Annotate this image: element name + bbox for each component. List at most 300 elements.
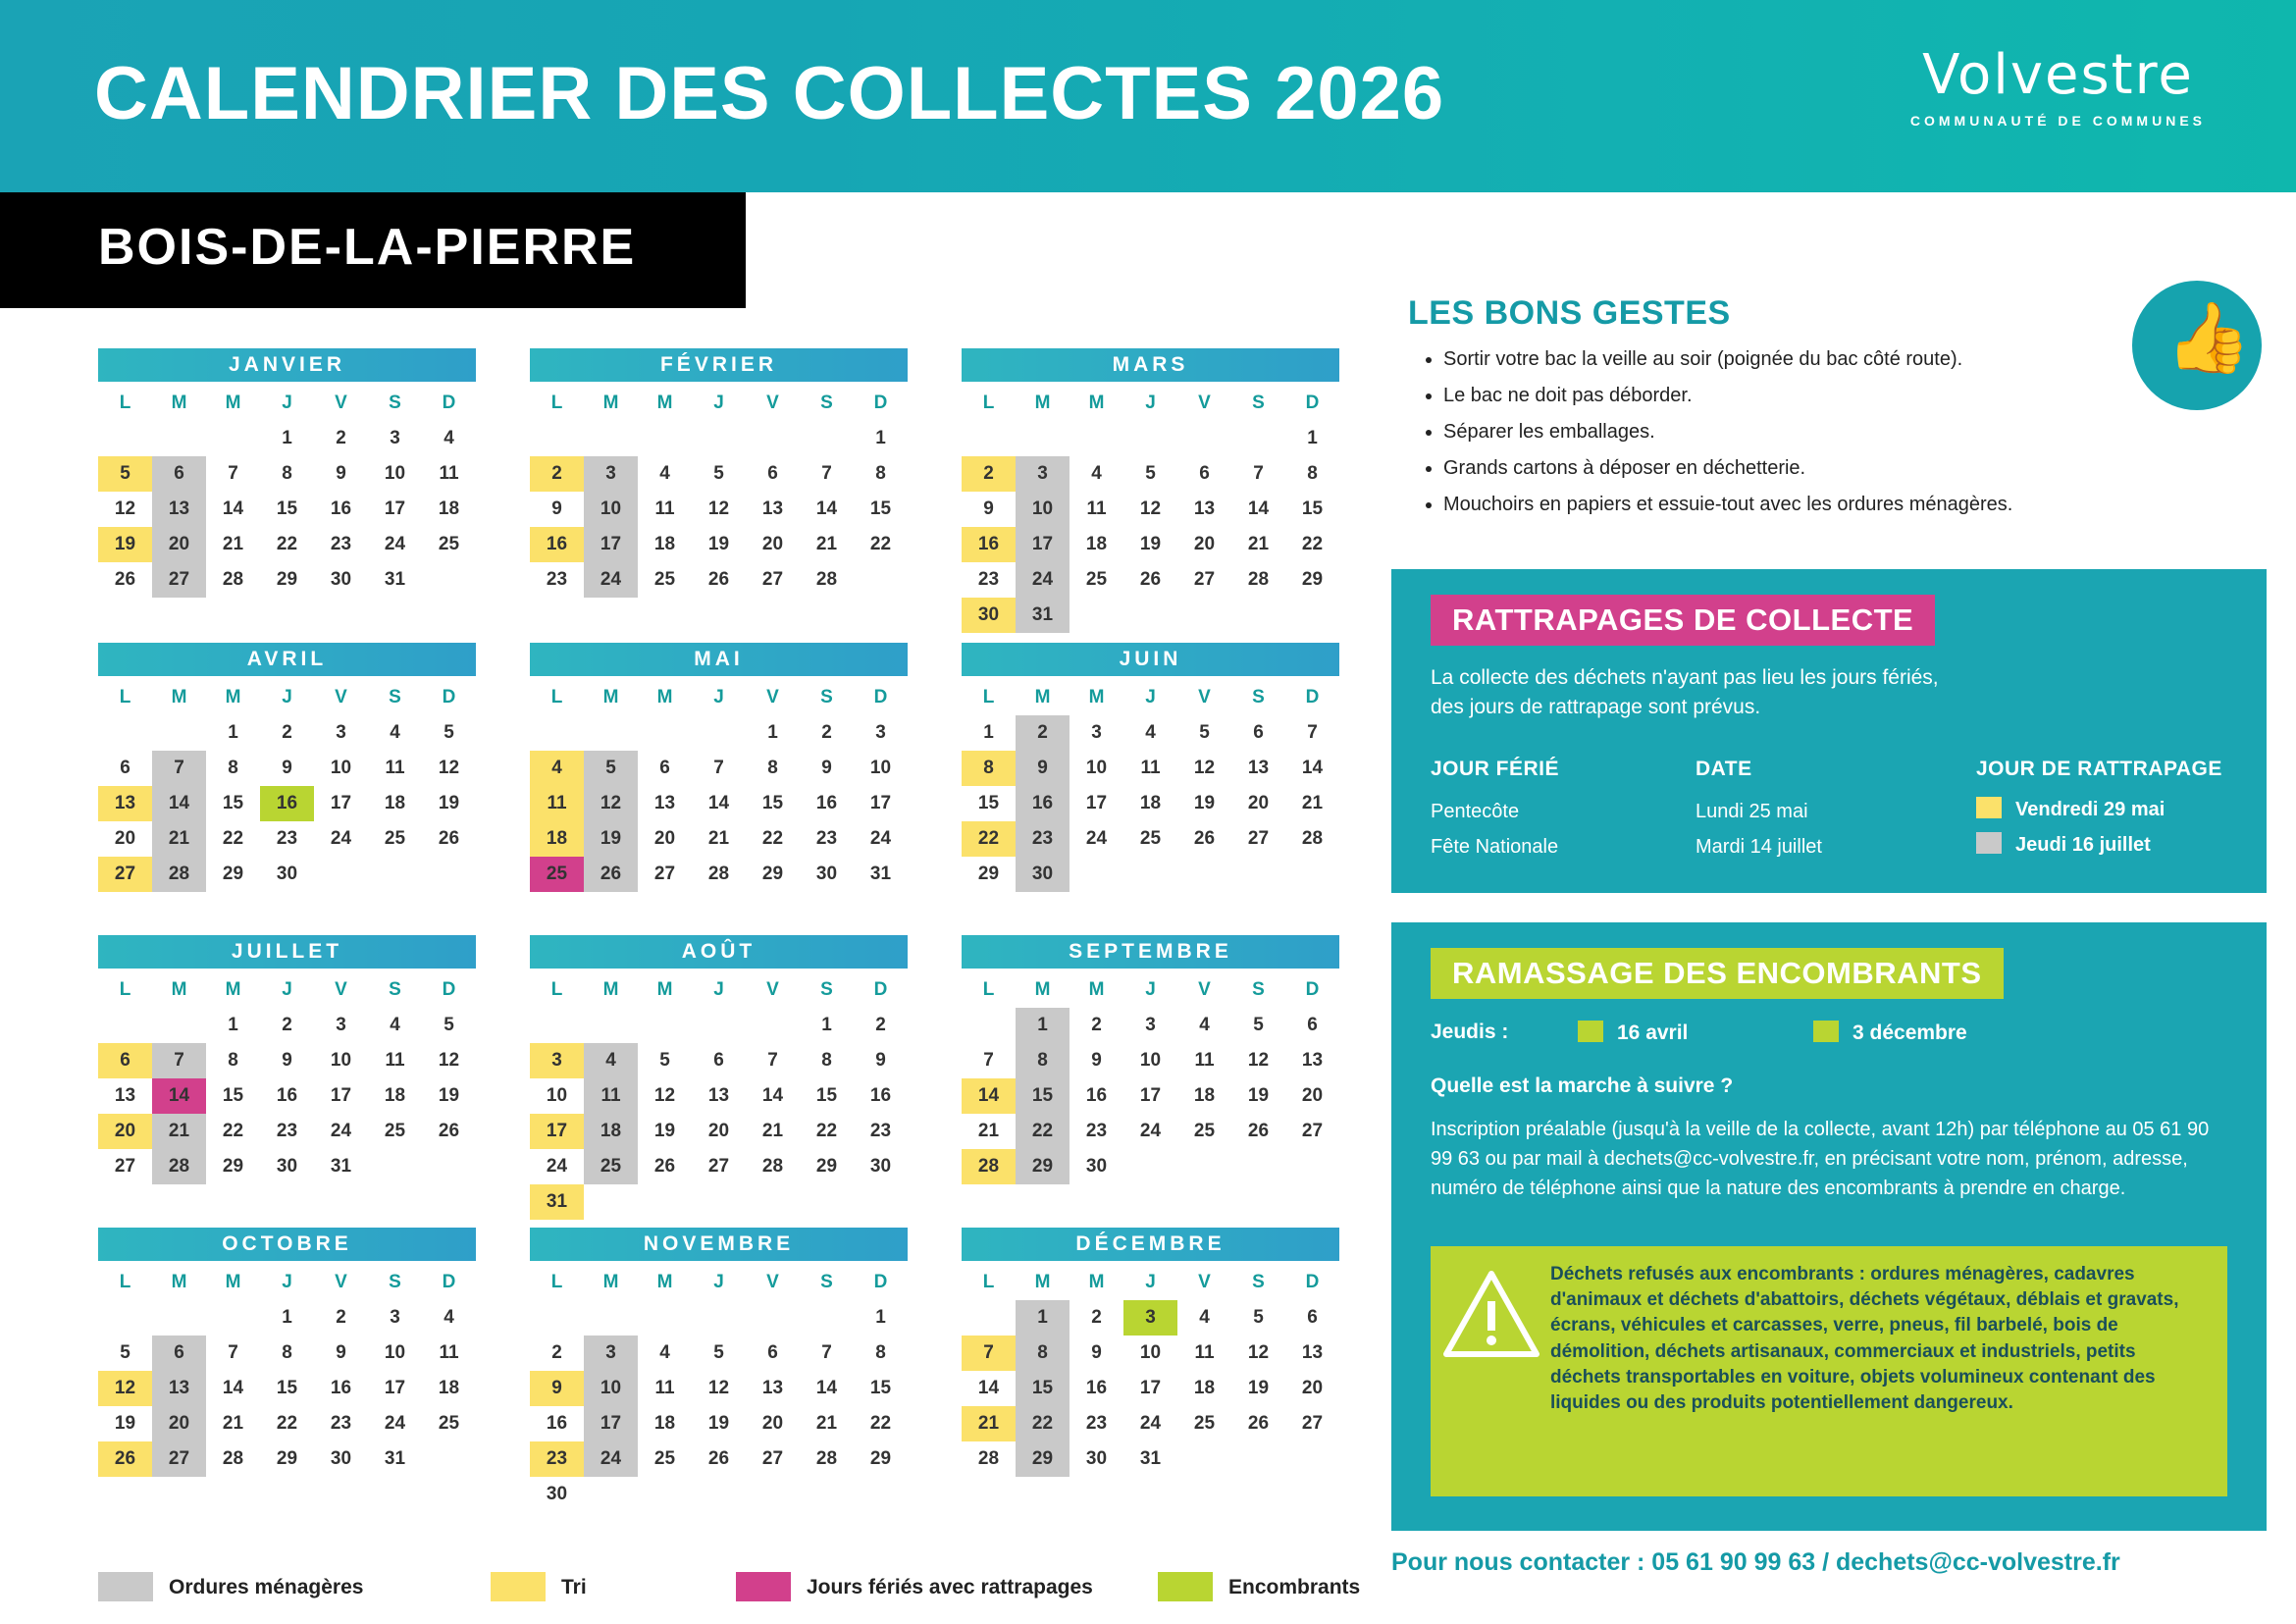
catchup-col-makeup-header: JOUR DE RATTRAPAGE	[1976, 758, 2222, 780]
day-cell: 24	[584, 1441, 638, 1477]
day-cell: 19	[584, 821, 638, 857]
day-cell: 27	[1301, 1121, 1324, 1141]
empty-cell	[638, 1184, 692, 1220]
weekday-header: M	[656, 979, 673, 1000]
day-cell: 29	[869, 1448, 892, 1469]
day-cell: 19	[1193, 793, 1216, 813]
day-cell: 13	[1247, 758, 1270, 778]
empty-cell	[1285, 598, 1339, 633]
empty-cell	[800, 421, 854, 456]
day-cell: 23	[815, 828, 838, 849]
empty-cell	[152, 1008, 206, 1043]
day-cell: 4	[444, 1307, 454, 1328]
month-header: SEPTEMBRE	[962, 935, 1339, 969]
day-cell: 28	[962, 1149, 1016, 1184]
day-cell: 17	[330, 793, 352, 813]
weekday-header: M	[656, 393, 673, 413]
month-table	[530, 386, 908, 598]
day-cell: 30	[546, 1484, 568, 1504]
empty-cell	[98, 1300, 152, 1336]
empty-cell	[1285, 857, 1339, 892]
weekday-header: L	[982, 1272, 995, 1292]
good-practices-list	[1408, 346, 2252, 518]
empty-cell	[152, 715, 206, 751]
empty-cell	[746, 1300, 800, 1336]
day-cell: 26	[438, 828, 460, 849]
day-cell: 2	[336, 428, 346, 448]
day-cell: 16	[962, 527, 1016, 562]
day-cell: 1	[983, 722, 994, 743]
day-cell: 1	[228, 722, 238, 743]
month-header: DÉCEMBRE	[962, 1228, 1339, 1261]
day-cell: 12	[707, 1378, 730, 1398]
day-cell: 14	[1301, 758, 1324, 778]
day-cell: 14	[222, 1378, 244, 1398]
day-cell: 12	[438, 1050, 460, 1071]
day-cell: 5	[713, 1342, 724, 1363]
day-cell: 24	[546, 1156, 568, 1177]
day-cell: 30	[1085, 1448, 1108, 1469]
catchup-intro	[1431, 663, 1939, 723]
day-cell: 14	[962, 1078, 1016, 1114]
day-cell: 9	[983, 498, 994, 519]
day-cell: 15	[1016, 1371, 1070, 1406]
day-cell: 14	[707, 793, 730, 813]
empty-cell	[584, 421, 638, 456]
day-cell: 9	[282, 1050, 292, 1071]
day-cell: 31	[330, 1156, 352, 1177]
catchup-panel	[1391, 569, 2267, 893]
day-cell: 23	[276, 1121, 298, 1141]
weekday-header: L	[119, 687, 131, 707]
day-cell: 19	[98, 527, 152, 562]
weekday-header: M	[1034, 979, 1051, 1000]
day-cell: 14	[222, 498, 244, 519]
thumbs-up-icon: 👍	[2132, 281, 2262, 410]
empty-cell	[746, 1477, 800, 1512]
day-cell: 2	[1016, 715, 1070, 751]
day-cell: 10	[869, 758, 892, 778]
day-cell: 2	[1091, 1015, 1102, 1035]
empty-cell	[1231, 598, 1285, 633]
day-cell: 25	[584, 1149, 638, 1184]
empty-cell	[1285, 1441, 1339, 1477]
day-cell: 27	[1247, 828, 1270, 849]
empty-cell	[692, 1008, 746, 1043]
day-cell: 14	[815, 498, 838, 519]
day-cell: 30	[330, 569, 352, 590]
day-cell: 19	[438, 1085, 460, 1106]
day-cell: 22	[815, 1121, 838, 1141]
weekday-header: J	[282, 979, 292, 1000]
day-cell: 3	[1145, 1015, 1156, 1035]
good-practice-item: • Mouchoirs en papiers et essuie-tout avec les ordures ménagères.	[1443, 492, 2252, 518]
day-cell: 16	[530, 527, 584, 562]
day-cell: 10	[330, 758, 352, 778]
weekday-header: J	[1145, 393, 1156, 413]
day-cell: 2	[821, 722, 832, 743]
weekday-header: J	[1145, 979, 1156, 1000]
day-cell: 17	[384, 1378, 406, 1398]
weekday-header: V	[335, 393, 347, 413]
day-cell: 25	[438, 534, 460, 554]
day-cell: 1	[228, 1015, 238, 1035]
day-cell: 8	[1016, 1336, 1070, 1371]
day-cell: 22	[1016, 1406, 1070, 1441]
legend-swatch-icon	[1158, 1572, 1213, 1601]
weekday-header: L	[550, 1272, 563, 1292]
day-cell: 3	[1123, 1300, 1177, 1336]
day-cell: 21	[815, 1413, 838, 1434]
day-cell: 24	[330, 828, 352, 849]
day-cell: 13	[707, 1085, 730, 1106]
catchup-intro-line2: des jours de rattrapage sont prévus.	[1431, 696, 1761, 719]
day-cell: 31	[869, 864, 892, 884]
day-cell: 24	[1139, 1413, 1162, 1434]
day-cell: 2	[962, 456, 1016, 492]
day-cell: 19	[707, 1413, 730, 1434]
day-cell: 28	[977, 1448, 1000, 1469]
weekday-header: V	[335, 1272, 347, 1292]
weekday-header: J	[713, 393, 724, 413]
day-cell: 23	[1016, 821, 1070, 857]
legend-label: Ordures ménagères	[169, 1576, 364, 1598]
day-cell: 27	[761, 569, 784, 590]
day-cell: 22	[276, 1413, 298, 1434]
day-cell: 6	[1307, 1307, 1318, 1328]
day-cell: 25	[1193, 1413, 1216, 1434]
day-cell: 3	[390, 428, 400, 448]
empty-cell	[1177, 598, 1231, 633]
day-cell: 22	[1301, 534, 1324, 554]
weekday-header: J	[713, 1272, 724, 1292]
weekday-header: M	[171, 393, 187, 413]
page-title: CALENDRIER DES COLLECTES 2026	[94, 52, 1445, 135]
day-cell: 20	[653, 828, 676, 849]
day-cell: 11	[654, 498, 675, 519]
empty-cell	[638, 1477, 692, 1512]
day-cell: 14	[977, 1378, 1000, 1398]
day-cell: 6	[1253, 722, 1264, 743]
day-cell: 17	[330, 1085, 352, 1106]
weekday-header: M	[1034, 1272, 1051, 1292]
month-table	[98, 680, 476, 892]
day-cell: 2	[282, 722, 292, 743]
day-cell: 12	[1193, 758, 1216, 778]
day-cell: 7	[228, 1342, 238, 1363]
day-cell: 15	[761, 793, 784, 813]
day-cell: 29	[222, 1156, 244, 1177]
day-cell: 18	[653, 1413, 676, 1434]
day-cell: 25	[653, 1448, 676, 1469]
refused-waste-box	[1431, 1246, 2227, 1496]
day-cell: 28	[1247, 569, 1270, 590]
day-cell: 8	[228, 758, 238, 778]
day-cell: 26	[653, 1156, 676, 1177]
bulky-waste-panel	[1391, 922, 2267, 1531]
day-cell: 29	[815, 1156, 838, 1177]
day-cell: 31	[530, 1184, 584, 1220]
day-cell: 8	[1016, 1043, 1070, 1078]
day-cell: 9	[875, 1050, 886, 1071]
weekday-header: D	[1305, 687, 1320, 707]
day-cell: 15	[869, 498, 892, 519]
bulky-date-2: 3 décembre	[1813, 1021, 1967, 1045]
logo	[1910, 43, 2206, 129]
day-cell: 19	[1139, 534, 1162, 554]
empty-cell	[638, 1300, 692, 1336]
day-cell: 24	[1016, 562, 1070, 598]
day-cell: 27	[1193, 569, 1216, 590]
day-cell: 14	[152, 1078, 206, 1114]
empty-cell	[1070, 598, 1123, 633]
empty-cell	[1070, 857, 1123, 892]
catchup-col-holiday-header: JOUR FÉRIÉ	[1431, 758, 1560, 780]
day-cell: 10	[584, 1371, 638, 1406]
day-cell: 1	[1016, 1300, 1070, 1336]
day-cell: 9	[530, 1371, 584, 1406]
bulky-body: Inscription préalable (jusqu'à la veille de la collecte, avant 12h) par téléphone au 05 61 90 99 63 ou par mail à dechets@cc-volvestre.fr, en précisant votre nom, prénom, adresse, numéro de téléphone ainsi que la nature des encombrants à prendre en charge.	[1431, 1119, 2210, 1199]
day-cell: 11	[439, 1342, 459, 1363]
good-practice-item: • Séparer les emballages.	[1443, 419, 2252, 445]
day-cell: 7	[821, 1342, 832, 1363]
day-cell: 19	[653, 1121, 676, 1141]
day-cell: 13	[1193, 498, 1216, 519]
empty-cell	[206, 421, 260, 456]
empty-cell	[854, 562, 908, 598]
weekday-header: D	[1305, 979, 1320, 1000]
day-cell: 21	[1247, 534, 1270, 554]
day-cell: 17	[530, 1114, 584, 1149]
day-cell: 7	[821, 463, 832, 484]
empty-cell	[1123, 598, 1177, 633]
empty-cell	[368, 1149, 422, 1184]
day-cell: 15	[1016, 1078, 1070, 1114]
weekday-header: L	[982, 687, 995, 707]
weekday-header: S	[820, 393, 833, 413]
day-cell: 6	[120, 758, 130, 778]
day-cell: 23	[977, 569, 1000, 590]
swatch-grey-icon	[1976, 832, 2002, 854]
empty-cell	[1285, 1149, 1339, 1184]
weekday-header: M	[1088, 393, 1105, 413]
weekday-header: J	[1145, 687, 1156, 707]
day-cell: 12	[114, 498, 136, 519]
month-avril	[98, 643, 476, 892]
empty-cell	[1177, 857, 1231, 892]
legend-label: Encombrants	[1228, 1576, 1361, 1598]
day-cell: 5	[1253, 1307, 1264, 1328]
empty-cell	[530, 1300, 584, 1336]
weekday-header: L	[119, 979, 131, 1000]
day-cell: 26	[707, 569, 730, 590]
swatch-green-icon	[1578, 1021, 1603, 1042]
day-cell: 11	[1140, 758, 1161, 778]
empty-cell	[1123, 857, 1177, 892]
catchup-holiday-1: Pentecôte	[1431, 801, 1520, 822]
weekday-header: J	[282, 393, 292, 413]
day-cell: 17	[869, 793, 892, 813]
catchup-col-date-header: DATE	[1696, 758, 1752, 780]
day-cell: 4	[584, 1043, 638, 1078]
month-octobre	[98, 1228, 476, 1477]
day-cell: 26	[1193, 828, 1216, 849]
weekday-header: M	[171, 979, 187, 1000]
empty-cell	[800, 1184, 854, 1220]
day-cell: 26	[114, 569, 136, 590]
day-cell: 8	[875, 1342, 886, 1363]
weekday-header: S	[389, 393, 401, 413]
month-header: JANVIER	[98, 348, 476, 382]
day-cell: 22	[761, 828, 784, 849]
day-cell: 15	[869, 1378, 892, 1398]
empty-cell	[422, 857, 476, 892]
day-cell: 6	[767, 1342, 778, 1363]
day-cell: 20	[1301, 1378, 1324, 1398]
day-cell: 29	[222, 864, 244, 884]
day-cell: 11	[1086, 498, 1107, 519]
day-cell: 29	[761, 864, 784, 884]
day-cell: 12	[707, 498, 730, 519]
day-cell: 29	[1016, 1149, 1070, 1184]
empty-cell	[692, 1184, 746, 1220]
month-table	[962, 1265, 1339, 1477]
day-cell: 30	[1085, 1156, 1108, 1177]
weekday-header: J	[713, 687, 724, 707]
day-cell: 12	[1247, 1342, 1270, 1363]
day-cell: 12	[1247, 1050, 1270, 1071]
day-cell: 21	[222, 1413, 244, 1434]
day-cell: 3	[1091, 722, 1102, 743]
day-cell: 28	[152, 1149, 206, 1184]
day-cell: 21	[707, 828, 730, 849]
day-cell: 7	[713, 758, 724, 778]
month-table	[98, 972, 476, 1184]
weekday-header: S	[1252, 979, 1265, 1000]
day-cell: 5	[659, 1050, 670, 1071]
weekday-header: D	[442, 687, 456, 707]
day-cell: 30	[276, 1156, 298, 1177]
weekday-header: S	[389, 687, 401, 707]
good-practice-item: • Le bac ne doit pas déborder.	[1443, 383, 2252, 409]
day-cell: 1	[875, 1307, 886, 1328]
empty-cell	[530, 421, 584, 456]
day-cell: 13	[98, 786, 152, 821]
day-cell: 26	[1247, 1121, 1270, 1141]
day-cell: 28	[1301, 828, 1324, 849]
day-cell: 16	[1016, 786, 1070, 821]
day-cell: 11	[439, 463, 459, 484]
weekday-header: V	[766, 1272, 779, 1292]
good-practice-item: • Sortir votre bac la veille au soir (poignée du bac côté route).	[1443, 346, 2252, 373]
weekday-header: M	[225, 979, 241, 1000]
day-cell: 6	[713, 1050, 724, 1071]
good-practices-section	[1408, 294, 2252, 528]
day-cell: 28	[152, 857, 206, 892]
weekday-header: D	[873, 1272, 888, 1292]
day-cell: 16	[869, 1085, 892, 1106]
weekday-header: V	[1198, 393, 1211, 413]
day-cell: 25	[438, 1413, 460, 1434]
empty-cell	[206, 1300, 260, 1336]
month-table	[98, 1265, 476, 1477]
day-cell: 24	[869, 828, 892, 849]
day-cell: 7	[1253, 463, 1264, 484]
bulky-days-label: Jeudis :	[1431, 1021, 1509, 1043]
day-cell: 21	[152, 1114, 206, 1149]
day-cell: 7	[152, 1043, 206, 1078]
weekday-header: S	[389, 1272, 401, 1292]
day-cell: 2	[530, 456, 584, 492]
empty-cell	[692, 1300, 746, 1336]
day-cell: 22	[222, 828, 244, 849]
day-cell: 13	[114, 1085, 136, 1106]
empty-cell	[854, 1184, 908, 1220]
day-cell: 20	[761, 1413, 784, 1434]
weekday-header: M	[1088, 687, 1105, 707]
day-cell: 6	[1307, 1015, 1318, 1035]
day-cell: 27	[152, 1441, 206, 1477]
day-cell: 8	[282, 1342, 292, 1363]
day-cell: 26	[707, 1448, 730, 1469]
day-cell: 30	[869, 1156, 892, 1177]
day-cell: 22	[869, 1413, 892, 1434]
day-cell: 28	[222, 1448, 244, 1469]
weekday-header: J	[713, 979, 724, 1000]
month-header: NOVEMBRE	[530, 1228, 908, 1261]
day-cell: 24	[330, 1121, 352, 1141]
weekday-header: S	[389, 979, 401, 1000]
month-table	[962, 386, 1339, 633]
day-cell: 10	[1139, 1342, 1162, 1363]
weekday-header: V	[766, 979, 779, 1000]
day-cell: 21	[1301, 793, 1324, 813]
day-cell: 18	[1139, 793, 1162, 813]
month-header: JUILLET	[98, 935, 476, 969]
legend	[98, 1570, 1361, 1609]
day-cell: 13	[761, 498, 784, 519]
day-cell: 3	[530, 1043, 584, 1078]
day-cell: 3	[584, 456, 638, 492]
empty-cell	[1070, 421, 1123, 456]
month-table	[530, 680, 908, 892]
empty-cell	[98, 421, 152, 456]
day-cell: 16	[260, 786, 314, 821]
day-cell: 27	[1301, 1413, 1324, 1434]
swatch-yellow-icon	[1976, 797, 2002, 818]
day-cell: 11	[385, 1050, 405, 1071]
day-cell: 6	[767, 463, 778, 484]
catchup-holiday-2: Fête Nationale	[1431, 836, 1559, 858]
day-cell: 7	[983, 1050, 994, 1071]
weekday-header: M	[1088, 1272, 1105, 1292]
month-header: AOÛT	[530, 935, 908, 969]
contact-line: Pour nous contacter : 05 61 90 99 63 / dechets@cc-volvestre.fr	[1391, 1548, 2120, 1576]
empty-cell	[422, 562, 476, 598]
month-juillet	[98, 935, 476, 1184]
day-cell: 25	[653, 569, 676, 590]
day-cell: 30	[962, 598, 1016, 633]
day-cell: 27	[114, 1156, 136, 1177]
empty-cell	[1231, 421, 1285, 456]
day-cell: 28	[707, 864, 730, 884]
day-cell: 11	[654, 1378, 675, 1398]
empty-cell	[1123, 1149, 1177, 1184]
weekday-header: J	[1145, 1272, 1156, 1292]
day-cell: 13	[152, 1371, 206, 1406]
day-cell: 29	[276, 569, 298, 590]
day-cell: 27	[761, 1448, 784, 1469]
